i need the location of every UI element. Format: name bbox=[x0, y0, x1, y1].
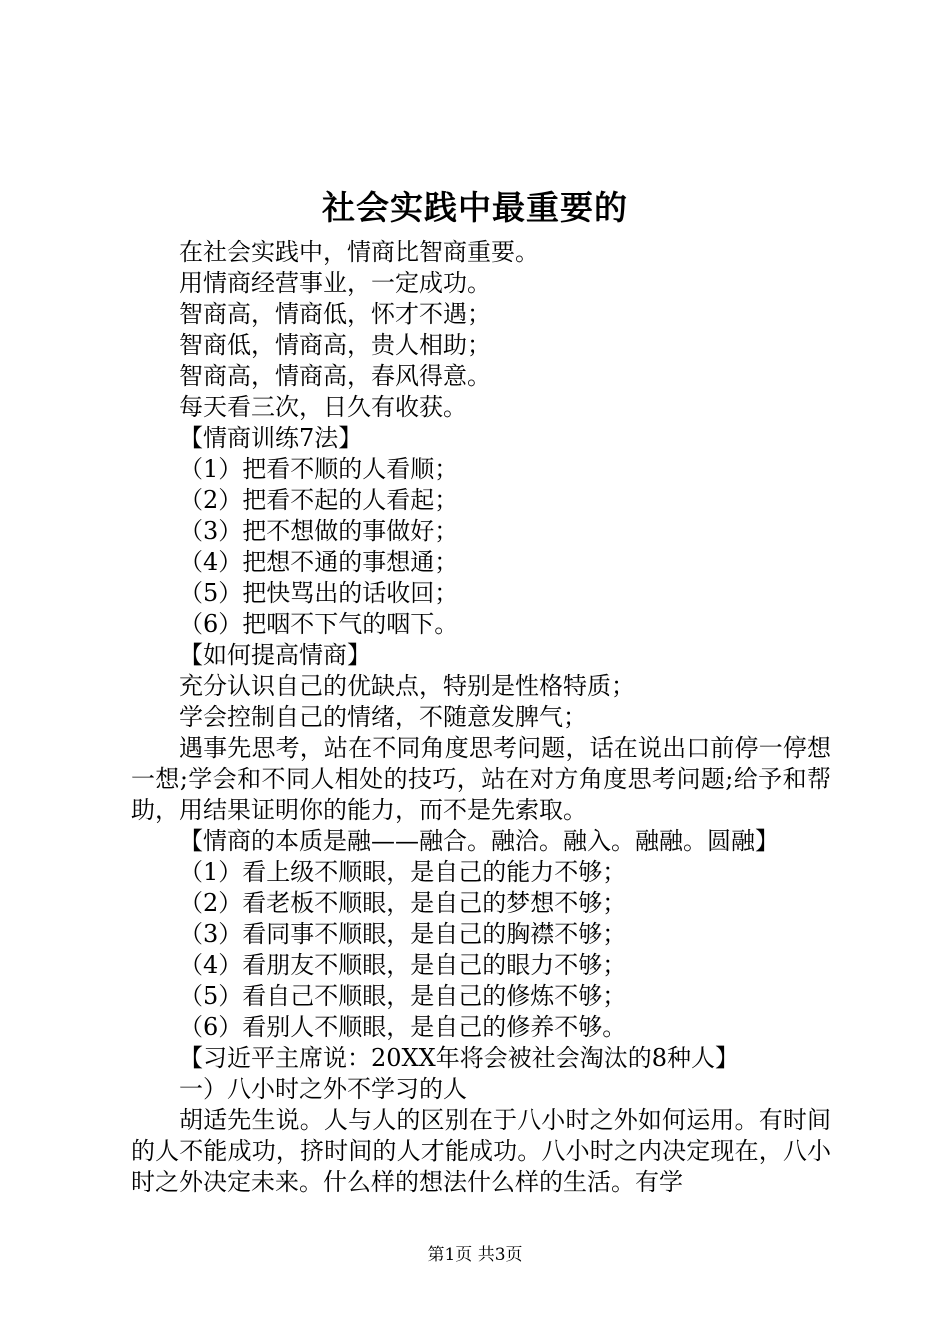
body-line: （5）把快骂出的话收回； bbox=[179, 579, 459, 607]
body-line: 一）八小时之外不学习的人 bbox=[179, 1075, 467, 1103]
body-paragraph: 遇事先思考，站在不同角度思考问题，话在说出口前停一停想一想;学会和不同人相处的技巧，站在对方角度思考问题;给予和帮助，用结果证明你的能力，而不是先索取。 bbox=[131, 734, 831, 824]
body-line: 【情商的本质是融——融合。融洽。融入。融融。圆融】 bbox=[179, 827, 779, 855]
body-line: （1）看上级不顺眼，是自己的能力不够； bbox=[179, 858, 627, 886]
page-footer: 第1页 共3页 bbox=[427, 1245, 523, 1265]
body-line: 用情商经营事业，一定成功。 bbox=[179, 269, 491, 297]
body-line: （4）把想不通的事想通； bbox=[179, 548, 459, 576]
body-line: （6）把咽不下气的咽下。 bbox=[179, 610, 459, 638]
body-line: （6）看别人不顺眼，是自己的修养不够。 bbox=[179, 1013, 627, 1041]
body-line: （2）把看不起的人看起； bbox=[179, 486, 459, 514]
body-line: 智商高，情商高，春风得意。 bbox=[179, 362, 491, 390]
body-line: 在社会实践中，情商比智商重要。 bbox=[179, 238, 539, 266]
body-line: （3）把不想做的事做好； bbox=[179, 517, 459, 545]
body-line: （2）看老板不顺眼，是自己的梦想不够； bbox=[179, 889, 627, 917]
body-line: （5）看自己不顺眼，是自己的修炼不够； bbox=[179, 982, 627, 1010]
body-line: 充分认识自己的优缺点，特别是性格特质； bbox=[179, 672, 635, 700]
body-line: 智商高，情商低，怀才不遇； bbox=[179, 300, 491, 328]
body-line: （1）把看不顺的人看顺； bbox=[179, 455, 459, 483]
body-line: 【情商训练7法】 bbox=[179, 424, 363, 452]
body-line: 【如何提高情商】 bbox=[179, 641, 371, 669]
body-line: 【习近平主席说：20XX年将会被社会淘汰的8种人】 bbox=[179, 1044, 739, 1072]
body-line: 学会控制自己的情绪，不随意发脾气； bbox=[179, 703, 587, 731]
document-title: 社会实践中最重要的 bbox=[322, 188, 628, 227]
body-line: 每天看三次，日久有收获。 bbox=[179, 393, 467, 421]
document-body bbox=[131, 237, 831, 1198]
body-line: （4）看朋友不顺眼，是自己的眼力不够； bbox=[179, 951, 627, 979]
body-line: 智商低，情商高，贵人相助； bbox=[179, 331, 491, 359]
body-line: （3）看同事不顺眼，是自己的胸襟不够； bbox=[179, 920, 627, 948]
body-paragraph: 胡适先生说。人与人的区别在于八小时之外如何运用。有时间的人不能成功，挤时间的人才能成功。八小时之内决定现在，八小时之外决定未来。什么样的想法什么样的生活。有学 bbox=[131, 1106, 831, 1196]
